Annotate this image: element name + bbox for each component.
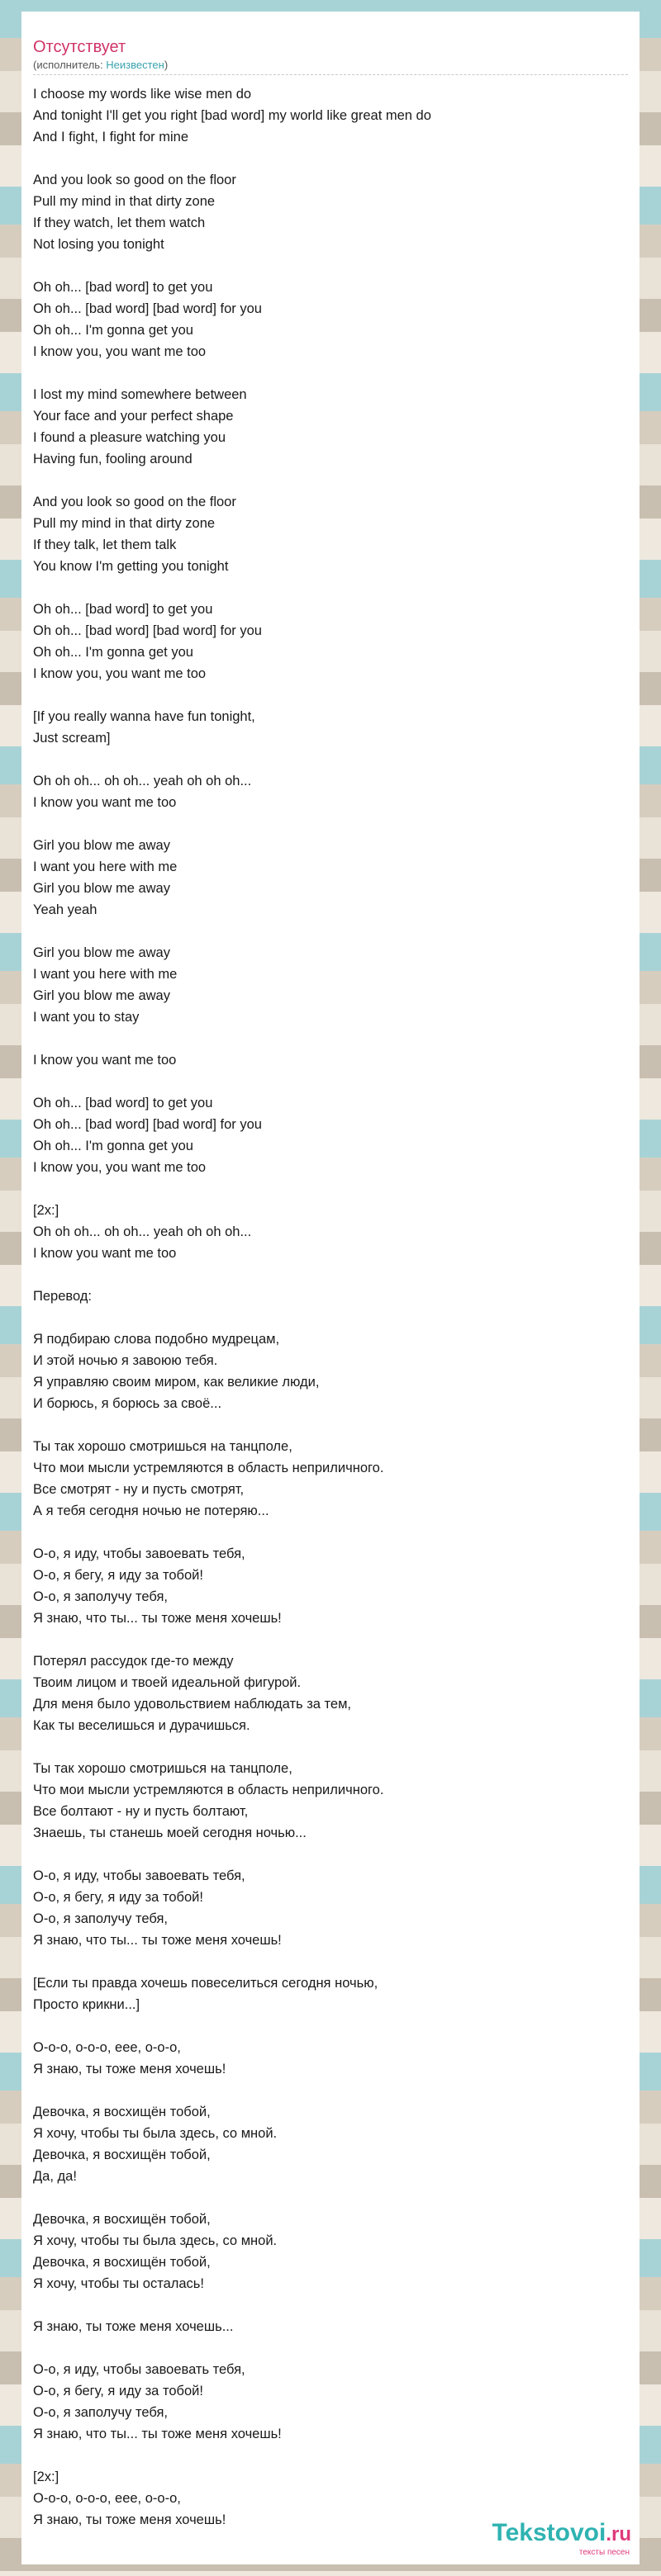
stanza-break xyxy=(33,362,628,384)
lyric-line: Я хочу, чтобы ты осталась! xyxy=(33,2276,204,2291)
lyric-line: О-о, я иду, чтобы завоевать тебя, xyxy=(33,2362,245,2377)
artist-line xyxy=(33,58,628,75)
lyric-line: О-о-о, о-о-о, еее, о-о-о, xyxy=(33,2040,181,2055)
lyric-line: I know you want me too xyxy=(33,1053,177,1068)
lyric-line: Девочка, я восхищён тобой, xyxy=(33,2255,211,2270)
lyric-line: Что мои мысли устремляются в область неприличного. xyxy=(33,1461,384,1475)
logo-name: Tekstovoi xyxy=(492,2519,606,2546)
lyric-line: О-о, я бегу, я иду за тобой! xyxy=(33,1568,203,1583)
lyric-line: Знаешь, ты станешь моей сегодня ночью... xyxy=(33,1825,307,1840)
lyric-line: Просто крикни...] xyxy=(33,1997,140,2012)
stanza-break xyxy=(33,577,628,599)
stanza-break xyxy=(33,2337,628,2359)
lyric-line: Oh oh... [bad word] [bad word] for you xyxy=(33,623,262,638)
lyric-line: Для меня было удовольствием наблюдать за тем, xyxy=(33,1697,351,1712)
lyric-line: [Если ты правда хочешь повеселиться сегодня ночью, xyxy=(33,1976,378,1991)
logo-tld: .ru xyxy=(606,2523,631,2545)
lyric-line: And you look so good on the floor xyxy=(33,495,236,509)
lyric-line: And you look so good on the floor xyxy=(33,173,236,187)
stanza-break xyxy=(33,1071,628,1092)
lyric-line: Как ты веселишься и дурачишься. xyxy=(33,1718,250,1733)
lyric-line: I know you, you want me too xyxy=(33,344,207,359)
lyric-line: Oh oh... I'm gonna get you xyxy=(33,1139,193,1153)
lyric-line: Your face and your perfect shape xyxy=(33,409,234,424)
logo-wordmark xyxy=(492,2520,631,2548)
lyric-line: Я хочу, чтобы ты была здесь, со мной. xyxy=(33,2126,278,2141)
lyric-line: Я управляю своим миром, как великие люди, xyxy=(33,1375,320,1390)
stanza-break xyxy=(33,1951,628,1972)
lyric-line: Я знаю, что ты... ты тоже меня хочешь! xyxy=(33,1933,282,1948)
lyric-line: О-о, я заполучу тебя, xyxy=(33,1911,168,1926)
lyric-line: Я знаю, ты тоже меня хочешь! xyxy=(33,2512,226,2527)
lyric-line: О-о, я заполучу тебя, xyxy=(33,1589,168,1604)
stanza-break xyxy=(33,2015,628,2037)
stanza-break xyxy=(33,1629,628,1650)
lyric-line: I want you here with me xyxy=(33,967,178,982)
lyric-line: [2x:] xyxy=(33,1203,59,1218)
stanza-break xyxy=(33,1414,628,1436)
lyric-line: Oh oh... [bad word] to get you xyxy=(33,280,213,295)
stanza-break xyxy=(33,813,628,835)
lyric-line: Я знаю, что ты... ты тоже меня хочешь! xyxy=(33,2427,282,2441)
lyric-line: Перевод: xyxy=(33,1289,92,1304)
lyric-line: I want you to stay xyxy=(33,1010,140,1025)
lyric-line: О-о, я бегу, я иду за тобой! xyxy=(33,2384,203,2398)
artist-prefix: (исполнитель: xyxy=(33,59,107,71)
lyric-line: Having fun, fooling around xyxy=(33,452,193,466)
lyric-line: I know you want me too xyxy=(33,1246,177,1261)
stanza-break xyxy=(33,1028,628,1049)
artist-suffix: ) xyxy=(164,59,169,71)
lyric-line: А я тебя сегодня ночью не потеряю... xyxy=(33,1503,269,1518)
lyric-line: [If you really wanna have fun tonight, xyxy=(33,709,255,724)
lyric-line: Что мои мысли устремляются в область неприличного. xyxy=(33,1783,384,1797)
stanza-break xyxy=(33,1178,628,1200)
lyric-line: I choose my words like wise men do xyxy=(33,87,252,102)
lyric-line: Ты так хорошо смотришься на танцполе, xyxy=(33,1439,292,1454)
lyric-line: Girl you blow me away xyxy=(33,945,170,960)
stanza-break xyxy=(33,2445,628,2466)
lyric-line: Not losing you tonight xyxy=(33,237,164,252)
lyric-line: I lost my mind somewhere between xyxy=(33,387,247,402)
lyric-line: О-о, я иду, чтобы завоевать тебя, xyxy=(33,1546,245,1561)
stanza-break xyxy=(33,1522,628,1543)
lyric-line: Oh oh... [bad word] to get you xyxy=(33,1096,213,1110)
lyric-line: Девочка, я восхищён тобой, xyxy=(33,2212,211,2227)
stanza-break xyxy=(33,148,628,169)
lyric-line: Girl you blow me away xyxy=(33,838,170,853)
stanza-break xyxy=(33,1264,628,1286)
lyric-line: Потерял рассудок где-то между xyxy=(33,1654,234,1669)
lyric-line: Oh oh... [bad word] [bad word] for you xyxy=(33,301,262,316)
lyrics-text xyxy=(33,83,628,2531)
stanza-break xyxy=(33,1307,628,1328)
lyric-line: I know you, you want me too xyxy=(33,666,207,681)
lyric-line: I found a pleasure watching you xyxy=(33,430,226,445)
lyric-line: Oh oh... [bad word] to get you xyxy=(33,602,213,617)
lyric-line: О-о-о, о-о-о, еее, о-о-о, xyxy=(33,2491,181,2506)
lyric-line: I want you here with me xyxy=(33,859,178,874)
lyric-line: О-о, я иду, чтобы завоевать тебя, xyxy=(33,1868,245,1883)
lyric-line: If they talk, let them talk xyxy=(33,537,177,552)
lyric-line: Just scream] xyxy=(33,731,111,746)
lyric-line: Ты так хорошо смотришься на танцполе, xyxy=(33,1761,292,1776)
lyric-line: Я знаю, ты тоже меня хочешь... xyxy=(33,2319,234,2334)
lyric-line: И борюсь, я борюсь за своё... xyxy=(33,1396,222,1411)
lyric-line: And I fight, I fight for mine xyxy=(33,130,189,144)
lyric-line: Pull my mind in that dirty zone xyxy=(33,194,216,209)
lyric-line: Oh oh... [bad word] [bad word] for you xyxy=(33,1117,262,1132)
stanza-break xyxy=(33,684,628,706)
lyric-line: Все смотрят - ну и пусть смотрят, xyxy=(33,1482,245,1497)
lyric-line: О-о, я заполучу тебя, xyxy=(33,2405,168,2420)
lyric-line: Я подбираю слова подобно мудрецам, xyxy=(33,1332,280,1347)
lyric-line: And tonight I'll get you right [bad word] my world like great men do xyxy=(33,108,431,123)
lyric-line: Oh oh... I'm gonna get you xyxy=(33,323,193,338)
artist-link[interactable]: Неизвестен xyxy=(106,59,164,71)
lyric-line: Твоим лицом и твоей идеальной фигурой. xyxy=(33,1675,302,1690)
lyric-line: Я хочу, чтобы ты была здесь, со мной. xyxy=(33,2233,278,2248)
song-title: Отсутствует xyxy=(33,38,126,56)
lyric-line: Я знаю, ты тоже меня хочешь! xyxy=(33,2062,226,2076)
stanza-break xyxy=(33,921,628,942)
stanza-break xyxy=(33,2294,628,2316)
lyric-line: Я знаю, что ты... ты тоже меня хочешь! xyxy=(33,1611,282,1626)
lyric-line: Девочка, я восхищён тобой, xyxy=(33,2147,211,2162)
lyric-line: Girl you blow me away xyxy=(33,881,170,896)
stanza-break xyxy=(33,1736,628,1758)
lyric-line: Pull my mind in that dirty zone xyxy=(33,516,216,531)
lyrics-card xyxy=(21,12,640,2564)
site-logo[interactable] xyxy=(492,2520,631,2558)
lyric-line: О-о, я бегу, я иду за тобой! xyxy=(33,1890,203,1905)
stanza-break xyxy=(33,2080,628,2101)
logo-tagline: тексты песен xyxy=(578,2548,630,2557)
lyric-line: Yeah yeah xyxy=(33,902,97,917)
lyric-line: [2x:] xyxy=(33,2469,59,2484)
lyric-line: Oh oh oh... oh oh... yeah oh oh oh... xyxy=(33,774,252,788)
stanza-break xyxy=(33,1844,628,1865)
stanza-break xyxy=(33,255,628,277)
lyric-line: You know I'm getting you tonight xyxy=(33,559,229,574)
lyric-line: Girl you blow me away xyxy=(33,988,170,1003)
lyric-line: Все болтают - ну и пусть болтают, xyxy=(33,1804,249,1819)
lyric-line: Девочка, я восхищён тобой, xyxy=(33,2105,211,2119)
stanza-break xyxy=(33,470,628,491)
lyric-line: Oh oh... I'm gonna get you xyxy=(33,645,193,660)
stanza-break xyxy=(33,749,628,770)
lyric-line: If they watch, let them watch xyxy=(33,215,206,230)
lyric-line: Да, да! xyxy=(33,2169,77,2184)
lyric-line: I know you want me too xyxy=(33,795,177,810)
lyric-line: И этой ночью я завоюю тебя. xyxy=(33,1353,218,1368)
lyric-line: I know you, you want me too xyxy=(33,1160,207,1175)
lyric-line: Oh oh oh... oh oh... yeah oh oh oh... xyxy=(33,1224,252,1239)
stanza-break xyxy=(33,2187,628,2209)
